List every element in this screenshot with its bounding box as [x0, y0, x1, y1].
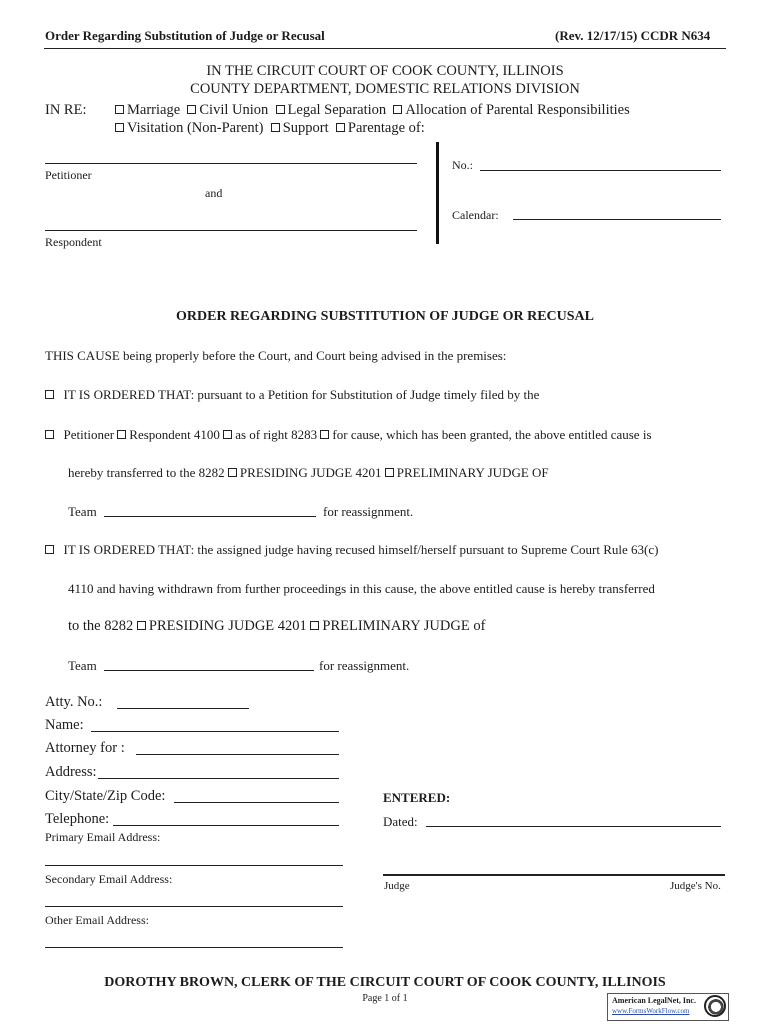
checkbox-for-cause[interactable]: [320, 430, 329, 439]
dated-field[interactable]: [426, 826, 721, 827]
order-recusal-line2: 4110 and having withdrawn from further proceedings in this cause, the above entitled cause is hereby transferred: [68, 581, 655, 596]
reassignment-label-1: for reassignment.: [323, 504, 414, 519]
checkbox-order-recusal[interactable]: [45, 545, 54, 554]
logo-emblem-icon: [704, 995, 726, 1017]
checkbox-civil-union[interactable]: Civil Union: [187, 102, 268, 118]
checkbox-support[interactable]: Support: [271, 120, 329, 136]
petitioner-name-field[interactable]: [45, 163, 417, 164]
case-number-field[interactable]: [480, 170, 721, 171]
other-email-label: Other Email Address:: [45, 913, 149, 927]
address-label: Address:: [45, 764, 97, 780]
petitioner-label: Petitioner: [45, 168, 92, 182]
header-form-title: Order Regarding Substitution of Judge or Recusal: [45, 28, 325, 43]
checkbox-as-of-right[interactable]: [223, 430, 232, 439]
order-title: ORDER REGARDING SUBSTITUTION OF JUDGE OR RECUSAL: [176, 309, 594, 324]
checkbox-marriage[interactable]: Marriage: [115, 102, 180, 118]
in-re-label: IN RE:: [45, 102, 87, 118]
telephone-field[interactable]: [113, 825, 339, 826]
primary-email-label: Primary Email Address:: [45, 830, 161, 844]
intro-text: THIS CAUSE being properly before the Court, and Court being advised in the premises:: [45, 348, 507, 363]
caption-divider: [436, 142, 439, 244]
secondary-email-field[interactable]: [45, 906, 343, 907]
calendar-field[interactable]: [513, 219, 721, 220]
checkbox-order-substitution[interactable]: [45, 390, 54, 399]
judge-signature-line[interactable]: [383, 874, 725, 876]
checkbox-visitation[interactable]: Visitation (Non-Parent): [115, 120, 263, 136]
team-label-1: Team: [68, 504, 97, 519]
team-label-2: Team: [68, 658, 97, 673]
order-substitution-line2: Petitioner Respondent 4100 as of right 8283 for cause, which has been granted, the above entitled cause is: [45, 427, 652, 443]
checkbox-preliminary-judge-1[interactable]: [385, 468, 394, 477]
entered-label: ENTERED:: [383, 790, 451, 805]
judge-no-label: Judge's No.: [670, 880, 721, 892]
header-form-revision: (Rev. 12/17/15) CCDR N634: [555, 28, 711, 43]
order-substitution-line3: hereby transferred to the 8282 PRESIDING JUDGE 4201 PRELIMINARY JUDGE OF: [68, 465, 549, 480]
checkbox-presiding-judge-1[interactable]: [228, 468, 237, 477]
checkbox-parentage[interactable]: Parentage of:: [336, 120, 425, 136]
atty-no-field[interactable]: [117, 708, 249, 709]
in-re-row1: [115, 102, 630, 119]
checkbox-respondent[interactable]: [117, 430, 126, 439]
order-recusal-line3: to the 8282 PRESIDING JUDGE 4201 PRELIMINARY JUDGE of: [68, 618, 486, 634]
respondent-label: Respondent: [45, 235, 102, 249]
checkbox-preliminary-judge-2[interactable]: [310, 621, 319, 630]
respondent-name-field[interactable]: [45, 230, 417, 231]
address-field[interactable]: [98, 778, 339, 779]
checkbox-allocation-parental[interactable]: Allocation of Parental Responsibilities: [393, 102, 629, 118]
order-substitution-line1: IT IS ORDERED THAT: pursuant to a Petition for Substitution of Judge timely filed by the: [45, 387, 539, 403]
order-recusal-line1: IT IS ORDERED THAT: the assigned judge having recused himself/herself pursuant to Supreme Court Rule 63(c): [45, 542, 658, 558]
clerk-footer: DOROTHY BROWN, CLERK OF THE CIRCUIT COURT OF COOK COUNTY, ILLINOIS: [104, 975, 666, 990]
dated-label: Dated:: [383, 814, 418, 829]
attorney-for-field[interactable]: [136, 754, 339, 755]
court-name-line2: COUNTY DEPARTMENT, DOMESTIC RELATIONS DIVISION: [190, 81, 580, 97]
calendar-label: Calendar:: [452, 208, 499, 222]
judge-label: Judge: [384, 880, 410, 892]
team-field-2[interactable]: [104, 670, 314, 671]
in-re-row2: [115, 120, 425, 137]
city-state-zip-label: City/State/Zip Code:: [45, 788, 166, 804]
attorney-for-label: Attorney for :: [45, 740, 125, 756]
reassignment-label-2: for reassignment.: [319, 658, 410, 673]
american-legalnet-logo: [607, 993, 729, 1021]
case-number-label: No.:: [452, 158, 473, 172]
court-name-line1: IN THE CIRCUIT COURT OF COOK COUNTY, ILLINOIS: [206, 63, 564, 79]
checkbox-legal-separation[interactable]: Legal Separation: [276, 102, 387, 118]
and-label: and: [205, 186, 223, 200]
atty-name-field[interactable]: [91, 731, 339, 732]
city-state-zip-field[interactable]: [174, 802, 339, 803]
checkbox-order-substitution-2[interactable]: [45, 430, 54, 439]
team-field-1[interactable]: [104, 516, 316, 517]
secondary-email-label: Secondary Email Address:: [45, 872, 173, 886]
telephone-label: Telephone:: [45, 811, 110, 827]
logo-company-name: American LegalNet, Inc.: [612, 996, 696, 1005]
atty-name-label: Name:: [45, 717, 84, 733]
atty-no-label: Atty. No.:: [45, 694, 103, 710]
page-number: Page 1 of 1: [362, 993, 408, 1004]
other-email-field[interactable]: [45, 947, 343, 948]
primary-email-field[interactable]: [45, 865, 343, 866]
logo-website-link[interactable]: www.FormsWorkFlow.com: [612, 1007, 690, 1015]
header-rule: [44, 48, 726, 49]
checkbox-presiding-judge-2[interactable]: [137, 621, 146, 630]
